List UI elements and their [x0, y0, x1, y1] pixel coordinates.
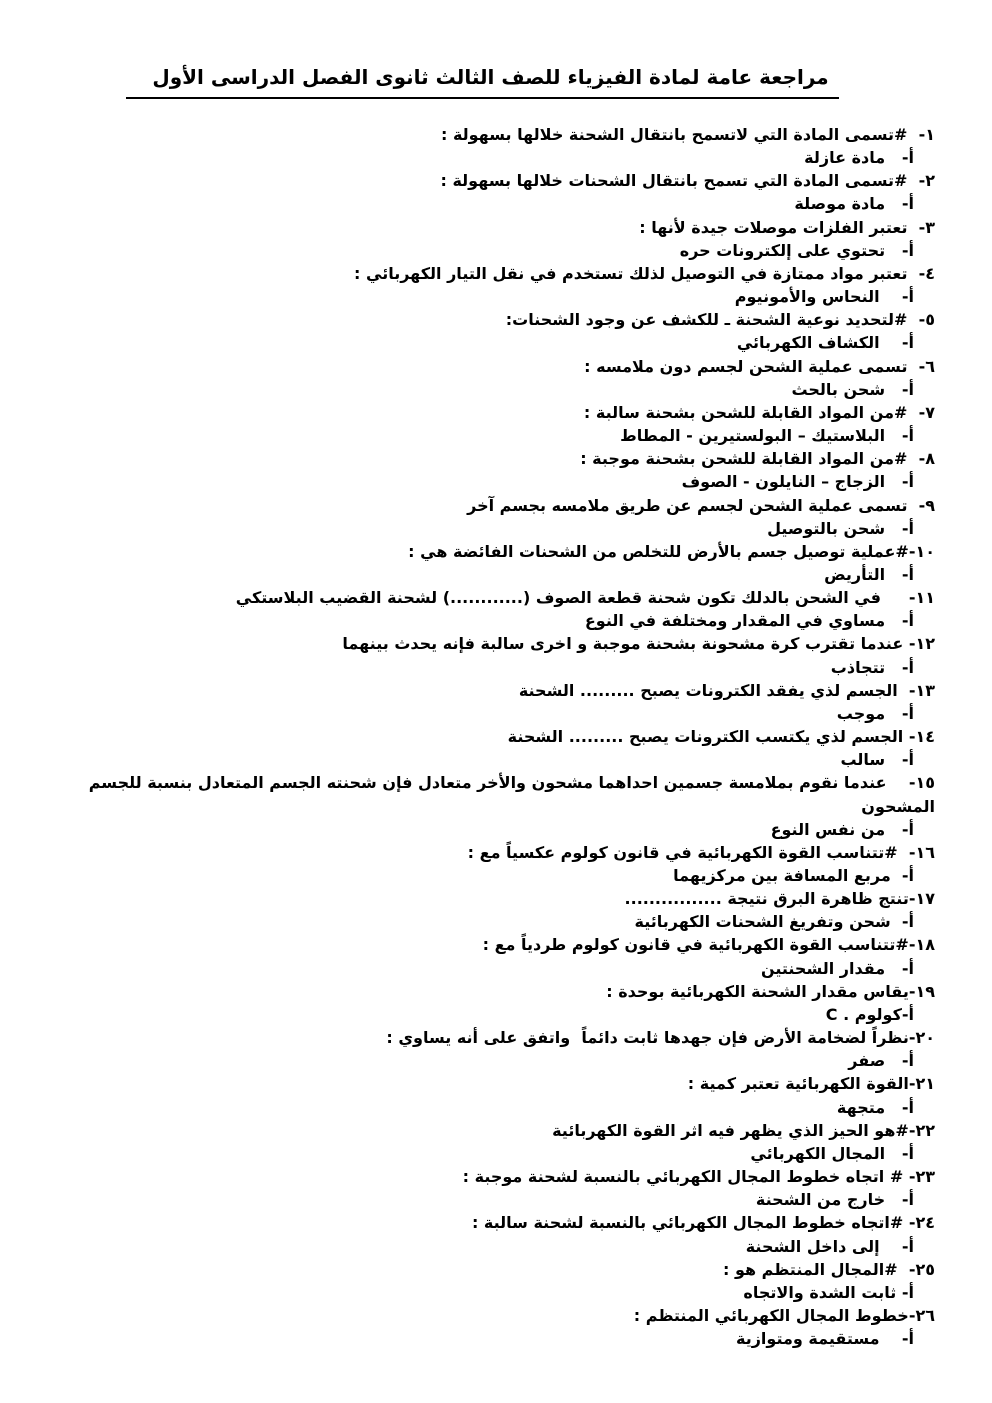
answer-line: أ- مادة عازلة [804, 148, 914, 168]
answer-line: أ- صفر [848, 1051, 914, 1071]
answer-line: أ-كولوم . C [825, 1004, 914, 1024]
question-line: ٣- تعتبر الفلزات موصلات جيدة لأنها : [639, 217, 935, 237]
answer-line: أ- خارج من الشحنة [755, 1190, 914, 1210]
question-line: ٢٣- # اتجاه خطوط المجال الكهربائي بالنسبة لشحنة موجبة : [462, 1167, 935, 1187]
answer-line: أ- تحتوي على إلكترونات حره [679, 240, 914, 260]
page-title: مراجعة عامة لمادة الفيزياء للصف الثالث ثانوى الفصل الدراسى الأول [126, 62, 838, 99]
question-line: ٤- تعتبر مواد ممتازة في التوصيل لذلك تستخدم في نقل التيار الكهربائي : [354, 263, 935, 283]
question-line: ١٨-#تتناسب القوة الكهربائية في قانون كولوم طردياً مع : [482, 935, 935, 955]
question-line: ٦- تسمى عملية الشحن لجسم دون ملامسه : [584, 356, 935, 376]
question-line: ١٩-يقاس مقدار الشحنة الكهربائية بوحدة : [606, 981, 935, 1001]
question-line: ١٢- عندما تقترب كرة مشحونة بشحنة موجبة و اخرى سالبة فإنه يحدث بينهما [342, 634, 935, 654]
answer-line: أ- شحن بالتوصيل [767, 518, 914, 538]
answer-line: أ- النحاس والأمونيوم [734, 287, 914, 307]
answer-line: أ- من نفس النوع [770, 819, 914, 839]
answer-line: أ- تتجاذب [830, 657, 914, 677]
answer-line: أ- إلى داخل الشحنة [745, 1236, 914, 1256]
question-line: ٢- #تسمى المادة التي تسمح بانتقال الشحنات خلالها بسهولة : [440, 171, 935, 191]
question-list [30, 123, 935, 1350]
answer-line: أ- سالب [840, 750, 914, 770]
question-line: ١- #تسمى المادة التي لاتسمح بانتقال الشحنة خلالها بسهولة : [440, 125, 935, 144]
question-line: ١٥- عندما نقوم بملامسة جسمين احداهما مشحون والأخر متعادل فإن شحنته الجسم المتعادل بنسبة للجسم المشحون [83, 773, 935, 816]
question-line: ٧- #من المواد القابلة للشحن بشحنة سالبة : [583, 402, 935, 422]
answer-line: أ- المجال الكهربائي [750, 1143, 914, 1163]
answer-line: أ- مربع المسافة بين مركزيهما [673, 866, 914, 885]
question-line: ٢٦-خطوط المجال الكهربائي المنتظم : [633, 1305, 935, 1325]
answer-line: أ- الكشاف الكهربائي [736, 333, 914, 353]
answer-line: أ- التأريض [824, 564, 914, 584]
question-line: ١٦- #تتناسب القوة الكهربائية في قانون كولوم عكسياً مع : [467, 842, 935, 862]
answer-line: أ- مستقيمة ومتوازية [736, 1329, 914, 1349]
answer-line: أ- شحن وتفريغ الشحنات الكهربائية [634, 912, 914, 932]
question-line: ٢٥- #المجال المنتظم هو : [722, 1259, 935, 1279]
question-line: ٢٢-#هو الحيز الذي يظهر فيه اثر القوة الكهربائية [552, 1120, 935, 1140]
question-line: ٢١-القوة الكهربائية تعتبر كمية : [687, 1074, 935, 1094]
question-line: ١٤- الجسم لذي يكتسب الكترونات يصبح ......... الشحنة [507, 727, 935, 747]
question-line: ٨- #من المواد القابلة للشحن بشحنة موجبة : [580, 449, 935, 469]
answer-line: أ- مادة موصلة [794, 194, 914, 214]
answer-line: أ- ثابت الشدة والاتجاه [743, 1282, 914, 1302]
answer-line: أ- البلاستيك – البولستيرين - المطاط [620, 426, 914, 446]
question-line: ٢٤- #اتجاه خطوط المجال الكهربائي بالنسبة لشحنة سالبة : [471, 1213, 935, 1233]
answer-line: أ- موجب [836, 703, 914, 723]
answer-line: أ- مساوي في المقدار ومختلفة في النوع [584, 611, 914, 631]
question-line: ١٣- الجسم لذي يفقد الكترونات يصبح ......... الشحنة [518, 680, 935, 700]
answer-line: أ- شحن بالحث [791, 379, 914, 399]
question-line: ٥- #لتحديد نوعية الشحنة ـ للكشف عن وجود الشحنات: [505, 310, 935, 330]
answer-line: أ- متجهة [836, 1097, 914, 1117]
question-line: ٩- تسمى عملية الشحن لجسم عن طريق ملامسه بجسم آخر [467, 495, 935, 515]
question-line: ١١- في الشحن بالدلك تكون شحنة قطعة الصوف (............) لشحنة القضيب البلاستكي [235, 588, 935, 608]
question-line: ١٠-#عملية توصيل جسم بالأرض للتخلص من الشحنات الفائضة هي : [408, 541, 935, 561]
answer-line: أ- الزجاج – النايلون - الصوف [681, 472, 914, 492]
answer-line: أ- مقدار الشحنتين [760, 958, 914, 978]
question-line: ٢٠-نظراً لضخامة الأرض فإن جهدها ثابت دائماً واتفق على أنه يساوي : [386, 1028, 935, 1048]
question-line: ١٧-تنتج ظاهرة البرق نتيجة ................ [624, 889, 935, 909]
